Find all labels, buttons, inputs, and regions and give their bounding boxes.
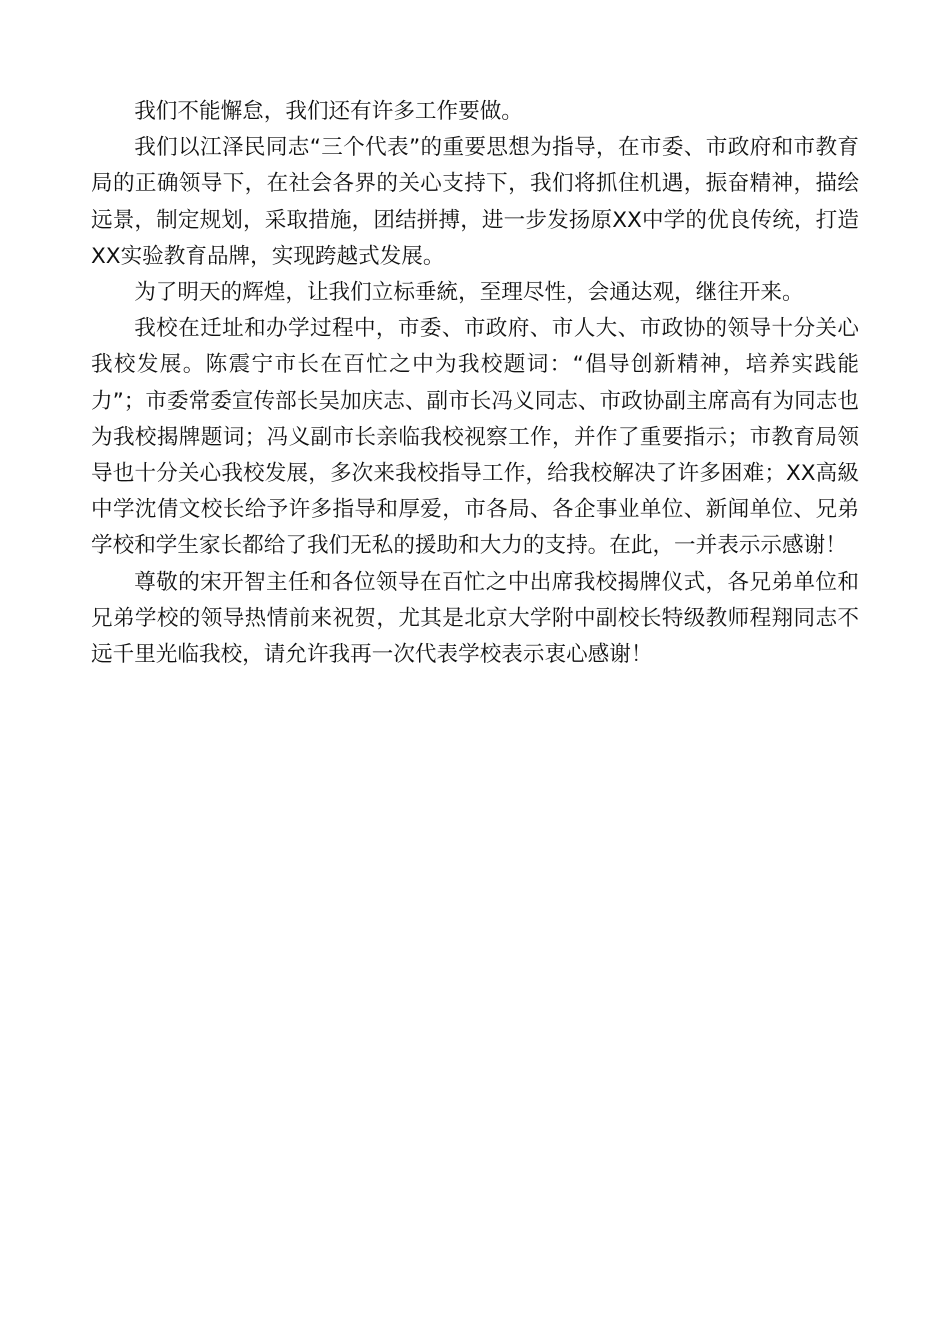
- paragraph: 为了明天的辉煌，让我们立标垂統，至理尽性，会通达观，继往开来。: [134, 280, 804, 306]
- paragraph: 尊敬的宋开智主任和各位领导在百忙之中出席我校揭牌仪式，各兄弟单位和兄弟学校的领导热情前来祝贺，尤其是北京大学附中副校长特级教师程翔同志不远千里光临我校，请允许我再一次代表学校表示衷心感谢！: [91, 569, 859, 668]
- paragraph: 我校在迁址和办学过程中，市委、市政府、市人大、市政协的领导十分关心我校发展。陈震宁市长在百忙之中为我校题词：“倡导创新精神，培养实践能力”；市委常委宣传部长吴加庆志、副市长冯义同志、市政协副主席高有为同志也为我校揭牌题词；冯义副市长亲临我校视察工作，并作了重要指示；市教育局领导也十分关心我校发展，多次来我校指导工作，给我校解决了许多困难；XX高級中学沈倩文校长给予许多指导和厚爱，市各局、各企事业单位、新闻单位、兄弟学校和学生家长都给了我们无私的援助和大力的支持。在此，一并表示示感谢！: [91, 316, 859, 559]
- paragraph: 我们不能懈怠，我们还有许多工作要做。: [134, 99, 523, 124]
- document-body: [91, 94, 859, 673]
- paragraph: 我们以江泽民同志“三个代表”的重要思想为指导，在市委、市政府和市教育局的正确领导下，在社会各界的关心支持下，我们将抓住机遇，振奋精神，描绘远景，制定规划，采取措施，团结拼搏，进一步发扬原XX中学的优良传统，打造XX实验教育品牌，实现跨越式发展。: [91, 135, 859, 269]
